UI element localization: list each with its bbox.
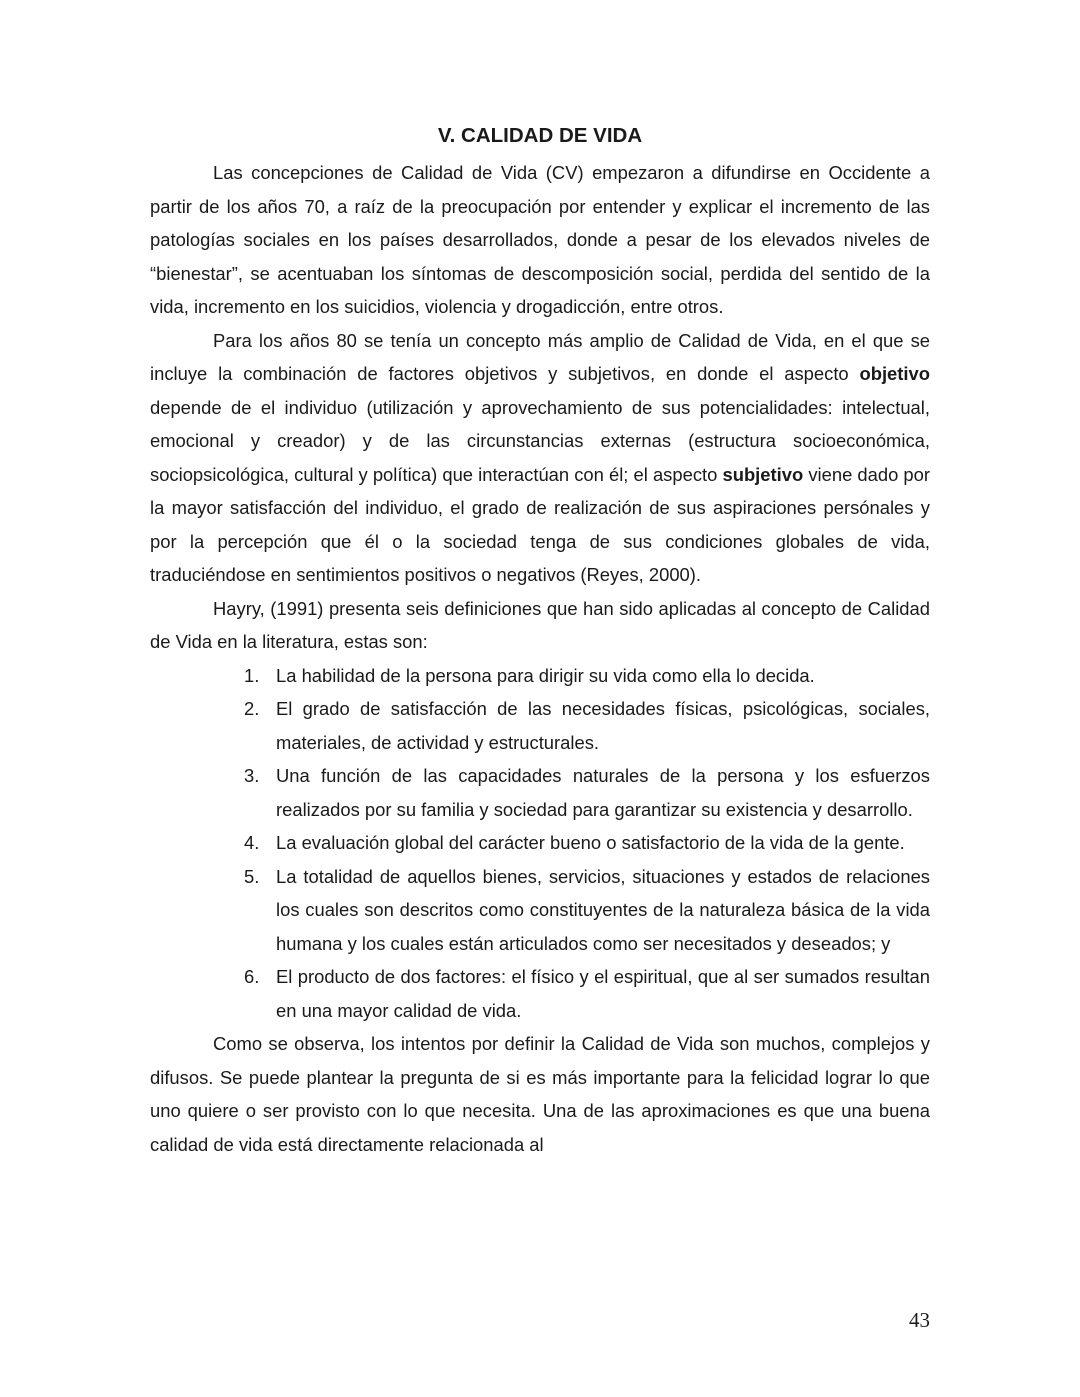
list-item-text: El producto de dos factores: el físico y el espiritual, que al ser sumados resultan en una mayor calidad de vida. [276, 966, 930, 1021]
list-item [150, 692, 930, 759]
paragraph-cv-origins: Las concepciones de Calidad de Vida (CV) empezaron a difundirse en Occidente a partir de los años 70, a raíz de la preocupación por entender y explicar el incremento de las patologías sociales en los países desarrollados, donde a pesar de los elevados niveles de “bienestar”, se acentuaban los síntomas de descomposición social, perdida del sentido de la vida, incremento en los suicidios, violencia y drogadicción, entre otros. [150, 162, 930, 317]
list-item-text: La habilidad de la persona para dirigir su vida como ella lo decida. [276, 664, 815, 686]
document-page [150, 118, 930, 1161]
list-item [150, 960, 930, 1027]
list-item [150, 860, 930, 961]
paragraph-cv-80s [150, 324, 930, 592]
paragraph-conclusion: Como se observa, los intentos por definir la Calidad de Vida son muchos, complejos y difusos. Se puede plantear la pregunta de si es más importante para la felicidad lograr lo que uno quiere o ser provisto con lo que necesita. Una de las aproximaciones es que una buena calidad de vida está directamente relacionada al [150, 1033, 930, 1155]
bold-term-objetivo: objetivo [859, 363, 930, 384]
paragraph-text: depende de el individuo (utilización y aprovechamiento de sus potencialidades: intelectual, emocional y creador) y de las circunstancias externas (estructura socioeconómica, sociopsicológica, cultural y política) que interactúan con él; el aspecto [150, 396, 930, 485]
paragraph-text: Para los años 80 se tenía un concepto más amplio de Calidad de Vida, en el que se incluye la combinación de factores objetivos y subjetivos, en donde el aspecto [150, 329, 930, 384]
list-item-text: La totalidad de aquellos bienes, servicios, situaciones y estados de relaciones los cuales son descritos como constituyentes de la naturaleza básica de la vida humana y los cuales están articulados como ser necesitados y deseados; y [276, 865, 930, 954]
definitions-list [150, 659, 930, 1028]
list-item-number: 1. [244, 664, 260, 686]
list-item-number: 2. [244, 698, 260, 719]
list-item-text: La evaluación global del carácter bueno o satisfactorio de la vida de la gente. [276, 832, 905, 853]
paragraph-hayry: Hayry, (1991) presenta seis definiciones que han sido aplicadas al concepto de Calidad de Vida en la literatura, estas son: [150, 597, 930, 652]
page-number: 43 [909, 1308, 930, 1332]
paragraph-text: viene dado por la mayor satisfacción del individuo, el grado de realización de sus aspiraciones persónales y por la percepción que él o la sociedad tenga de sus condiciones globales de vida, traduciéndose en sentimientos positivos o negativos (Reyes, 2000). [150, 463, 931, 585]
list-item-number: 3. [244, 765, 260, 786]
list-item-number: 6. [244, 966, 260, 987]
bold-term-subjetivo: subjetivo [722, 463, 804, 485]
list-item [150, 826, 930, 860]
list-item [150, 659, 930, 693]
list-item [150, 759, 930, 826]
list-item-number: 4. [244, 832, 260, 853]
list-item-number: 5. [244, 865, 260, 887]
section-title: V. CALIDAD DE VIDA [437, 124, 643, 147]
list-item-text: Una función de las capacidades naturales de la persona y los esfuerzos realizados por su familia y sociedad para garantizar su existencia y desarrollo. [276, 765, 930, 820]
list-item-text: El grado de satisfacción de las necesidades físicas, psicológicas, sociales, materiales, de actividad y estructurales. [276, 698, 930, 753]
